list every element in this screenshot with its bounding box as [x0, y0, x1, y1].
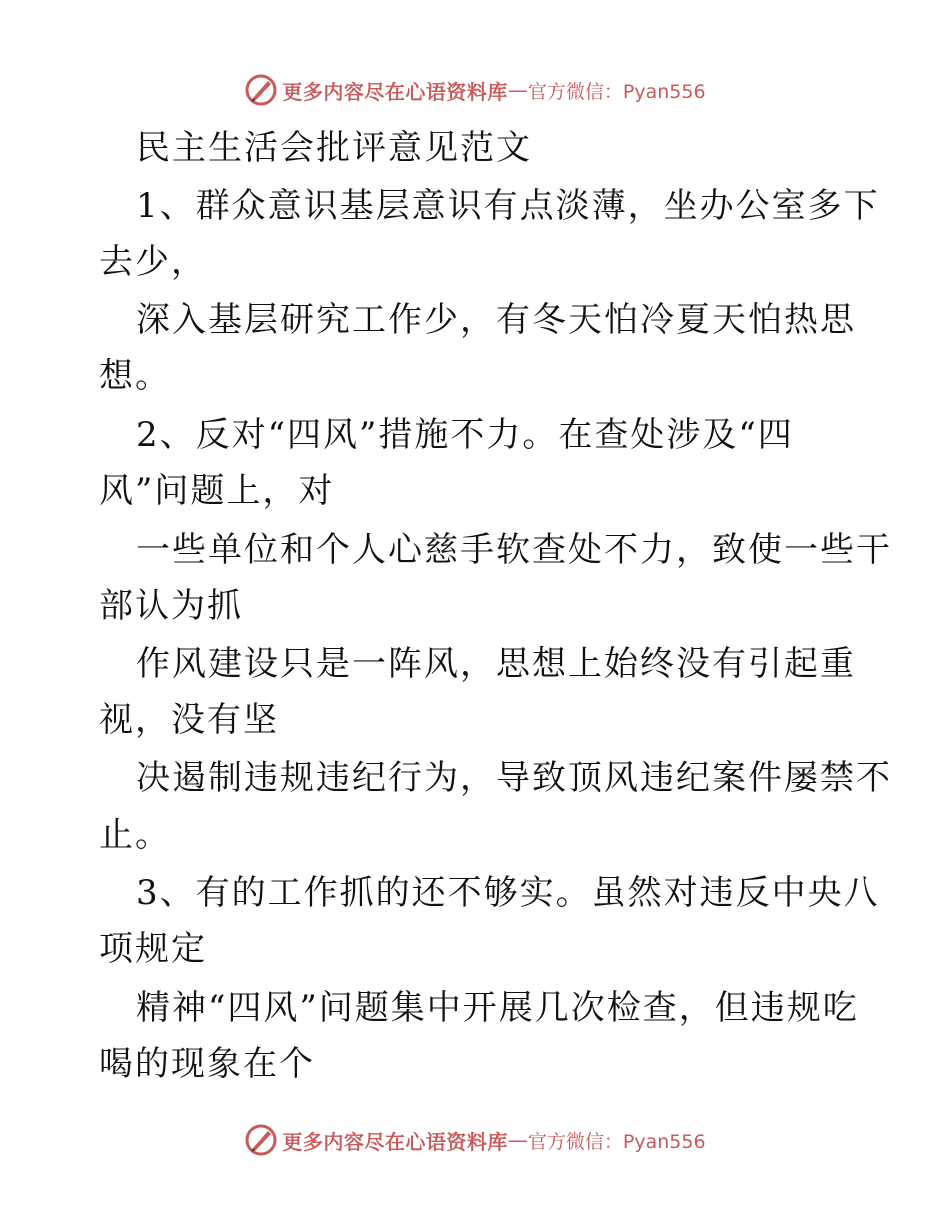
- footer-watermark: [0, 1120, 950, 1160]
- quill-pen-logo-icon: [244, 73, 278, 107]
- text-line: 部认为抓: [99, 586, 243, 626]
- watermark-wechat: 官方微信：Pyan556: [527, 1130, 706, 1153]
- text-line: 2、反对“四风”措施不力。在查处涉及“四: [136, 415, 794, 455]
- text-line: 想。: [99, 356, 171, 396]
- watermark-brand: 更多内容尽在心语资料库: [282, 1129, 508, 1154]
- watermark-separator: —: [507, 78, 528, 102]
- text-line: 喝的现象在个: [99, 1044, 315, 1084]
- watermark-wechat: 官方微信：Pyan556: [527, 80, 706, 103]
- text-line: 精神“四风”问题集中开展几次检查，但违规吃: [136, 988, 859, 1028]
- text-line: 视，没有坚: [99, 700, 279, 740]
- header-watermark: [0, 70, 950, 110]
- quill-pen-logo-icon: [244, 1123, 278, 1157]
- document-title: 民主生活会批评意见范文: [136, 128, 532, 168]
- watermark-brand: 更多内容尽在心语资料库: [282, 79, 508, 104]
- text-line: 3、有的工作抓的还不够实。虽然对违反中央八: [136, 873, 880, 913]
- text-line: 风”问题上，对: [99, 471, 335, 511]
- text-line: 作风建设只是一阵风，思想上始终没有引起重: [136, 644, 856, 684]
- text-line: 止。: [99, 815, 171, 855]
- text-line: 去少，: [99, 242, 207, 282]
- text-line: 决遏制违规违纪行为，导致顶风违纪案件屡禁不: [136, 758, 892, 798]
- watermark-separator: —: [507, 1128, 528, 1152]
- text-line: 一些单位和个人心慈手软查处不力，致使一些干: [136, 530, 892, 570]
- text-line: 1、群众意识基层意识有点淡薄，坐办公室多下: [136, 186, 880, 226]
- text-line: 项规定: [99, 929, 207, 969]
- text-line: 深入基层研究工作少，有冬天怕冷夏天怕热思: [136, 300, 856, 340]
